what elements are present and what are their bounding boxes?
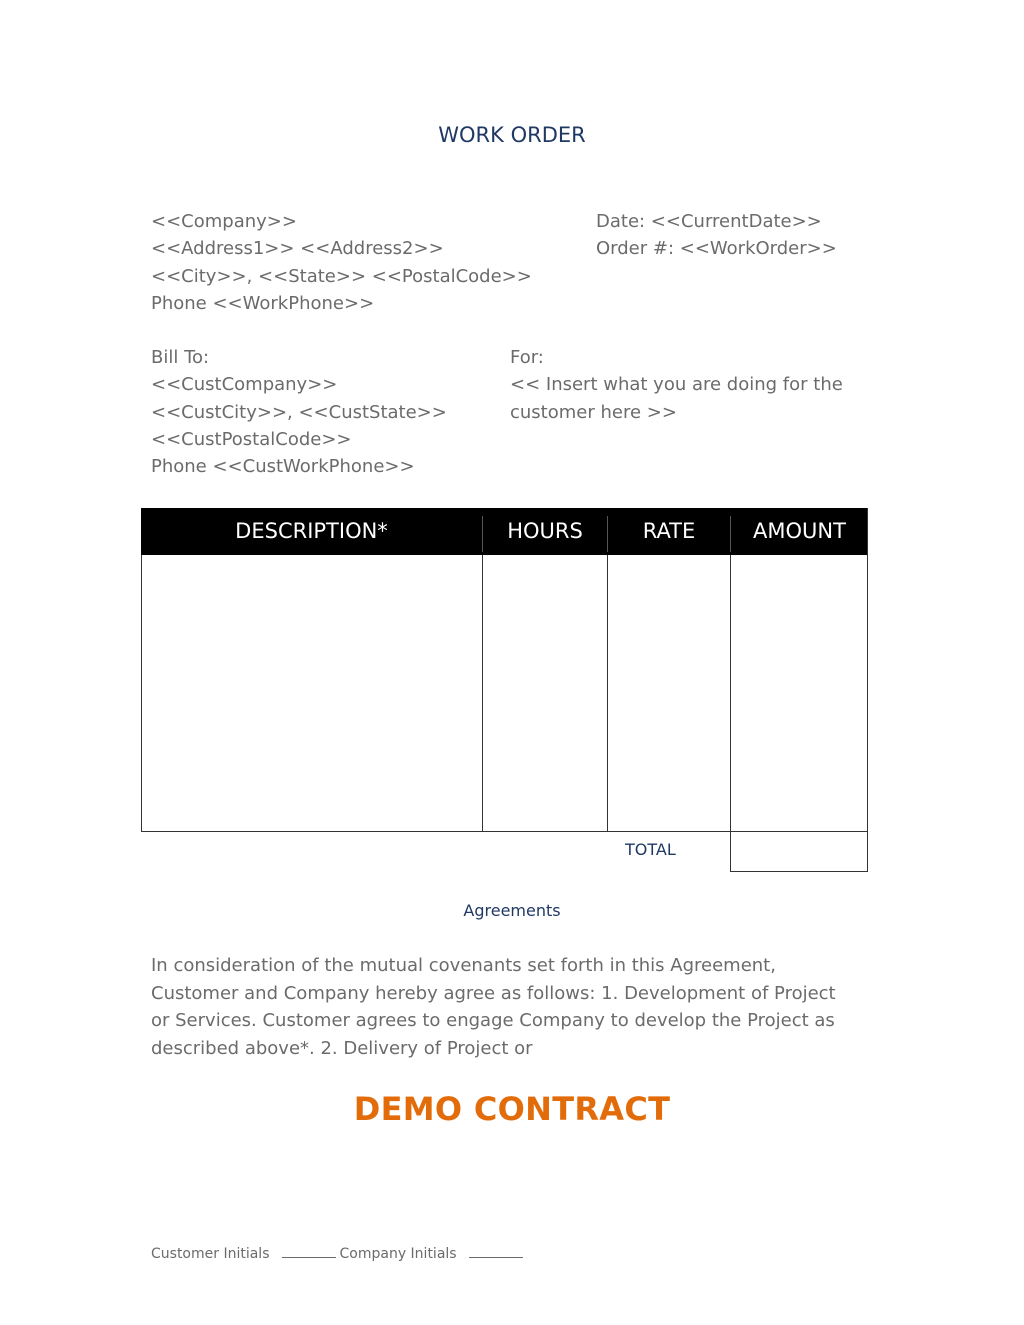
for-line-2: customer here >> bbox=[510, 401, 677, 423]
table-border-bottom bbox=[141, 831, 868, 832]
header-hours: HOURS bbox=[507, 519, 583, 543]
agreements-line: described above*. 2. Delivery of Project or bbox=[151, 1037, 533, 1059]
company-city-line: <<City>>, <<State>> <<PostalCode>> bbox=[151, 265, 532, 287]
header-divider bbox=[482, 516, 483, 552]
company-phone: Phone <<WorkPhone>> bbox=[151, 292, 375, 314]
table-border-left bbox=[141, 555, 142, 832]
total-label: TOTAL bbox=[625, 840, 676, 859]
header-rate: RATE bbox=[642, 519, 696, 543]
column-divider bbox=[730, 555, 731, 872]
for-line-1: << Insert what you are doing for the bbox=[510, 374, 843, 396]
for-block bbox=[510, 344, 843, 426]
column-divider bbox=[482, 555, 483, 832]
order-meta-block bbox=[596, 208, 837, 263]
header-divider bbox=[607, 516, 608, 552]
company-initials-blank[interactable] bbox=[469, 1245, 523, 1258]
header-description: DESCRIPTION* bbox=[235, 519, 388, 543]
bill-to-block bbox=[151, 344, 447, 480]
bill-to-phone: Phone <<CustWorkPhone>> bbox=[151, 456, 415, 478]
company-initials-label: Company Initials bbox=[339, 1246, 457, 1262]
agreements-paragraph bbox=[151, 952, 871, 1062]
header-amount: AMOUNT bbox=[753, 519, 846, 543]
header-divider bbox=[730, 516, 731, 552]
company-name: <<Company>> bbox=[151, 211, 297, 232]
customer-initials-label: Customer Initials bbox=[151, 1246, 270, 1262]
demo-contract-watermark: DEMO CONTRACT bbox=[353, 1090, 671, 1128]
bill-to-company: <<CustCompany>> bbox=[151, 374, 338, 396]
agreements-line: Customer and Company hereby agree as follows: 1. Development of Project bbox=[151, 982, 836, 1004]
column-divider bbox=[607, 555, 608, 832]
customer-initials-blank[interactable] bbox=[282, 1245, 336, 1258]
agreements-line: In consideration of the mutual covenants set forth in this Agreement, bbox=[151, 955, 776, 976]
company-address-block bbox=[151, 208, 532, 317]
document-title: WORK ORDER bbox=[438, 123, 586, 147]
agreements-line: or Services. Customer agrees to engage Company to develop the Project as bbox=[151, 1010, 835, 1031]
bill-to-city-line: <<CustCity>>, <<CustState>> bbox=[151, 401, 447, 423]
for-label: For: bbox=[510, 347, 544, 368]
initials-footer bbox=[151, 1245, 527, 1262]
bill-to-postal: <<CustPostalCode>> bbox=[151, 428, 352, 450]
total-cell-bottom bbox=[730, 871, 868, 872]
company-address: <<Address1>> <<Address2>> bbox=[151, 238, 444, 260]
table-border-right bbox=[867, 508, 868, 872]
bill-to-label: Bill To: bbox=[151, 347, 210, 368]
order-date: Date: <<CurrentDate>> bbox=[596, 211, 822, 232]
order-number: Order #: <<WorkOrder>> bbox=[596, 238, 837, 260]
agreements-heading: Agreements bbox=[463, 901, 561, 920]
